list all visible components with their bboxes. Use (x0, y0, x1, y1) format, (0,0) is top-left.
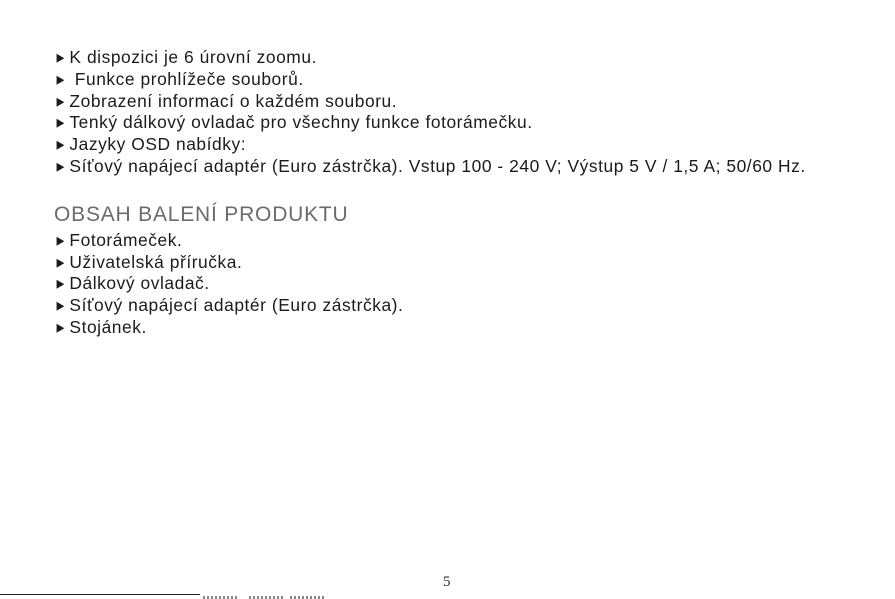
feature-item (54, 47, 854, 69)
feature-item (54, 69, 854, 91)
package-contents-list (54, 230, 854, 339)
package-item (54, 273, 854, 295)
feature-item (54, 112, 854, 134)
package-item-text: Fotorámeček. (69, 229, 183, 250)
feature-item-text: Zobrazení informací o každém souboru. (69, 90, 398, 111)
bullet-arrow-icon: ► (54, 70, 68, 88)
bullet-arrow-icon: ► (54, 92, 68, 110)
feature-item-text: Tenký dálkový ovladač pro všechny funkce fotorámečku. (69, 112, 533, 133)
feature-item-text: Funkce prohlížeče souborů. (69, 68, 304, 89)
feature-list (54, 47, 854, 178)
feature-item (54, 156, 844, 178)
feature-item (54, 91, 854, 113)
package-item (54, 230, 854, 252)
package-contents-heading: OBSAH BALENÍ PRODUKTU (54, 202, 349, 226)
footer-rule (0, 594, 200, 595)
bullet-arrow-icon: ► (54, 296, 68, 315)
feature-item-text: Jazyky OSD nabídky: (69, 134, 247, 155)
bullet-arrow-icon: ► (54, 114, 68, 132)
bullet-arrow-icon: ► (54, 318, 68, 336)
package-item-text: Uživatelská příručka. (69, 251, 243, 272)
feature-item (54, 134, 854, 156)
bullet-arrow-icon: ► (54, 253, 68, 271)
bullet-arrow-icon: ► (54, 48, 68, 66)
bullet-arrow-icon: ► (54, 157, 68, 175)
package-item-text: Dálkový ovladač. (69, 273, 210, 294)
feature-item-text: K dispozici je 6 úrovní zoomu. (69, 47, 317, 67)
package-item (54, 252, 854, 274)
package-item-text: Síťový napájecí adaptér (Euro zástrčka). (69, 295, 404, 316)
bullet-arrow-icon: ► (54, 231, 68, 249)
package-item (54, 317, 854, 339)
bullet-arrow-icon: ► (54, 135, 68, 154)
package-item-text: Stojánek. (69, 316, 147, 337)
feature-item-text: Síťový napájecí adaptér (Euro zástrčka). Vstup 100 - 240 V; Výstup 5 V / 1,5 A; 50/60 Hz. (69, 155, 806, 176)
page-number: 5 (443, 574, 451, 590)
package-item (54, 295, 854, 317)
bullet-arrow-icon: ► (54, 275, 68, 293)
manual-page-content (54, 47, 854, 339)
